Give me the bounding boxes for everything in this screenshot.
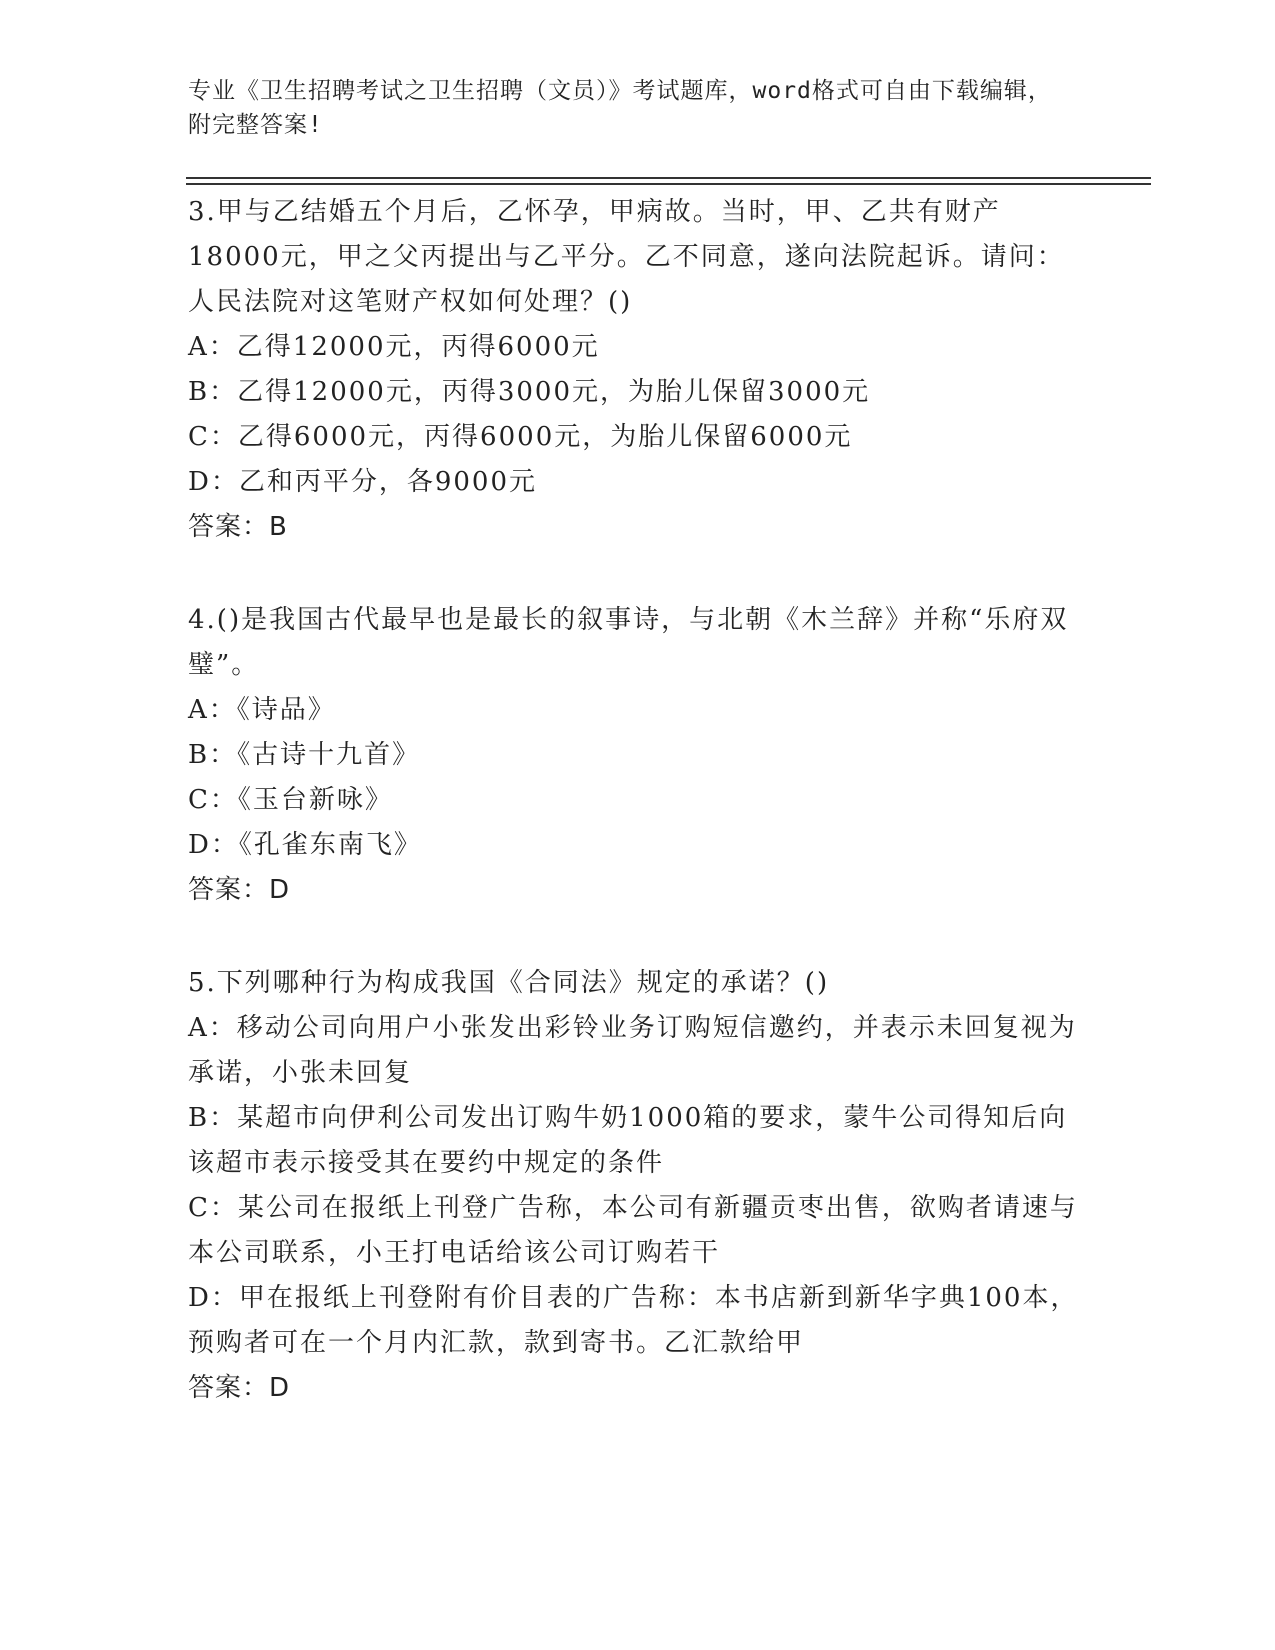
option-d: D：《孔雀东南飞》 (188, 830, 422, 860)
option-d: D：甲在报纸上刊登附有价目表的广告称：本书店新到新华字典100本，预购者可在一个月内汇款，款到寄书。乙汇款给甲 (188, 1283, 1079, 1358)
option-d: D：乙和丙平分，各9000元 (188, 467, 538, 497)
option-a: A：移动公司向用户小张发出彩铃业务订购短信邀约，并表示未回复视为承诺，小张未回复 (188, 1013, 1077, 1088)
header-rule-top (186, 177, 1151, 179)
option-b: B：《古诗十九首》 (188, 740, 421, 770)
answer-line: 答案：B (188, 512, 288, 542)
document-header: 专业《卫生招聘考试之卫生招聘（文员）》考试题库，word格式可自由下载编辑，附完整答案! (188, 78, 1052, 138)
question-3 (188, 190, 1088, 550)
answer-line: 答案：D (188, 1373, 291, 1403)
question-stem: 3.甲与乙结婚五个月后，乙怀孕，甲病故。当时，甲、乙共有财产18000元，甲之父丙提出与乙平分。乙不同意，遂向法院起诉。请问：人民法院对这笔财产权如何处理？() (188, 197, 1065, 317)
option-a: A：《诗品》 (188, 695, 336, 725)
option-a: A：乙得12000元，丙得6000元 (188, 332, 600, 362)
question-5 (188, 961, 1088, 1411)
answer-line: 答案：D (188, 875, 291, 905)
option-c: C：《玉台新咏》 (188, 785, 393, 815)
option-c: C：某公司在报纸上刊登广告称，本公司有新疆贡枣出售，欲购者请速与本公司联系，小王打电话给该公司订购若干 (188, 1193, 1078, 1268)
option-b: B：某超市向伊利公司发出订购牛奶1000箱的要求，蒙牛公司得知后向该超市表示接受其在要约中规定的条件 (188, 1103, 1068, 1178)
question-stem: 4.()是我国古代最早也是最长的叙事诗，与北朝《木兰辞》并称“乐府双璧”。 (188, 605, 1069, 680)
question-list (188, 190, 1088, 1459)
option-c: C：乙得6000元，丙得6000元，为胎儿保留6000元 (188, 422, 853, 452)
option-b: B：乙得12000元，丙得3000元，为胎儿保留3000元 (188, 377, 871, 407)
question-4 (188, 598, 1088, 913)
header-rule-bottom (186, 183, 1151, 185)
question-stem: 5.下列哪种行为构成我国《合同法》规定的承诺？() (188, 968, 830, 998)
